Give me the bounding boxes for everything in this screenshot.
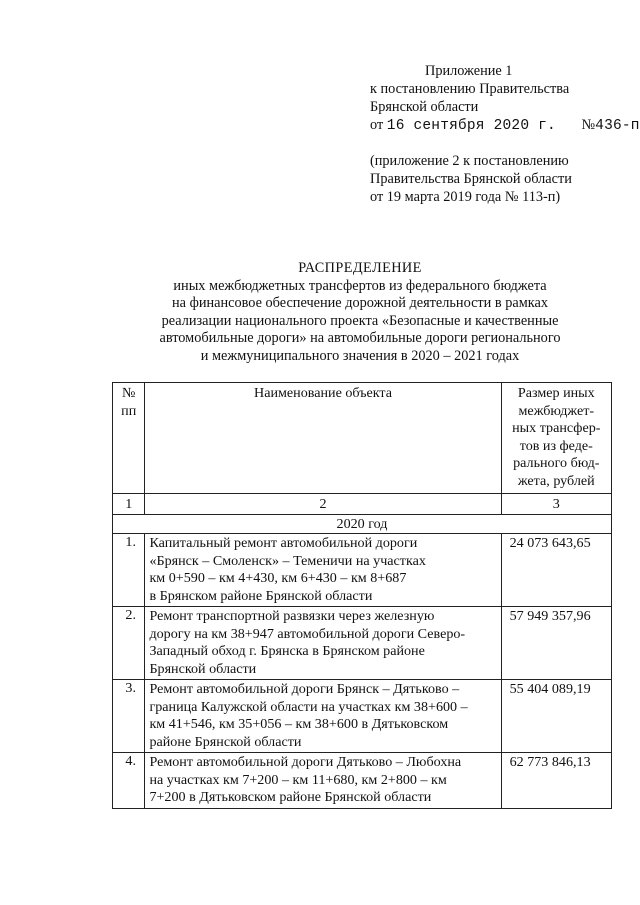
row-name-line: в Брянском районе Брянской области [149,587,373,604]
row-name-line: 7+200 в Дятьковском районе Брянской области [149,789,432,805]
title-line-2: на финансовое обеспечение дорожной деятельности в рамках [172,295,548,312]
table-row [113,753,612,809]
table-header-row [113,383,612,494]
row-name-line: Брянской области [149,660,257,677]
header-sum-line-5: рального бюд- [513,455,600,471]
row-name-line: Капитальный ремонт автомобильной дороги [149,535,418,551]
prev-line-1: (приложение 2 к постановлению [370,153,569,169]
row-name-line: Ремонт автомобильной дороги Брянск – Дятьково – [149,681,460,697]
appendix-line-1: к постановлению Правительства [370,81,570,97]
row-name-line: «Брянск – Смоленск» – Теменичи на участках [149,552,426,569]
header-num [113,383,145,494]
appendix-line-2: Брянской области [370,99,479,115]
number-label: № [581,117,596,133]
index-cell-1: 1 [113,494,145,515]
row-name-line: км 41+546, км 35+056 – км 38+600 в Дятьковском [149,716,449,732]
row-sum: 24 073 643,65 [501,534,611,607]
row-name [145,753,501,809]
row-name-line: на участках км 7+200 – км 11+680, км 2+800 – км [149,771,447,788]
title-line-4: автомобильные дороги» на автомобильные дороги регионального [159,330,561,347]
year-cell: 2020 год [113,515,612,534]
header-sum-line-2: межбюджет- [518,402,595,419]
prev-line-2: Правительства Брянской области [370,171,572,187]
title-line-1: иных межбюджетных трансфертов из федерального бюджета [173,277,547,294]
row-sum: 62 773 846,13 [501,753,611,809]
row-name [145,680,501,753]
row-name [145,607,501,680]
row-name-line: Западный обход г. Брянска в Брянском районе [149,643,425,659]
distribution-table [112,382,612,809]
row-name-line: Ремонт транспортной развязки через железную [149,608,435,624]
table-row [113,534,612,607]
header-sum-line-1: Размер иных [517,385,595,401]
date-prefix: от [370,117,384,133]
header-num-line-1: № [121,385,136,401]
header-sum-line-3: ных трансфер- [512,420,601,436]
index-cell-3: 3 [501,494,611,515]
appendix-date-line [370,116,640,135]
table-index-row [113,494,612,515]
row-sum: 55 404 089,19 [501,680,611,753]
row-name [145,534,501,607]
index-cell-2: 2 [145,494,501,515]
row-num: 3. [113,680,145,753]
appendix-title: Приложение 1 [425,63,513,79]
title-line-5: и межмуниципального значения в 2020 – 2021 годах [200,347,520,364]
row-name-line: км 0+590 – км 4+430, км 6+430 – км 8+687 [149,570,407,586]
title-line-3: реализации национального проекта «Безопасные и качественные [161,312,559,329]
header-sum-line-6: жета, рублей [517,472,595,489]
previous-appendix-note [370,152,632,206]
document-title [110,260,610,366]
header-num-line-2: пп [121,402,137,419]
appendix-header [370,62,640,135]
row-name-line: дорогу на км 38+947 автомобильной дороги Северо- [149,625,466,642]
header-sum-line-4: тов из феде- [519,437,593,454]
table-row [113,607,612,680]
table-row [113,680,612,753]
row-num: 2. [113,607,145,680]
row-sum: 57 949 357,96 [501,607,611,680]
table-year-row [113,515,612,534]
row-num: 1. [113,534,145,607]
row-name-line: граница Калужской области на участках км 38+600 – [149,698,468,715]
number-value: 436-п [595,118,640,134]
prev-line-3: от 19 марта 2019 года № 113-п) [370,189,561,205]
row-num: 4. [113,753,145,809]
title-heading: РАСПРЕДЕЛЕНИЕ [298,260,422,276]
header-name: Наименование объекта [145,383,501,494]
row-name-line: Ремонт автомобильной дороги Дятьково – Любохна [149,754,462,770]
header-sum [501,383,611,494]
row-name-line: районе Брянской области [149,733,302,750]
date-value: 16 сентября 2020 г. [386,118,556,134]
